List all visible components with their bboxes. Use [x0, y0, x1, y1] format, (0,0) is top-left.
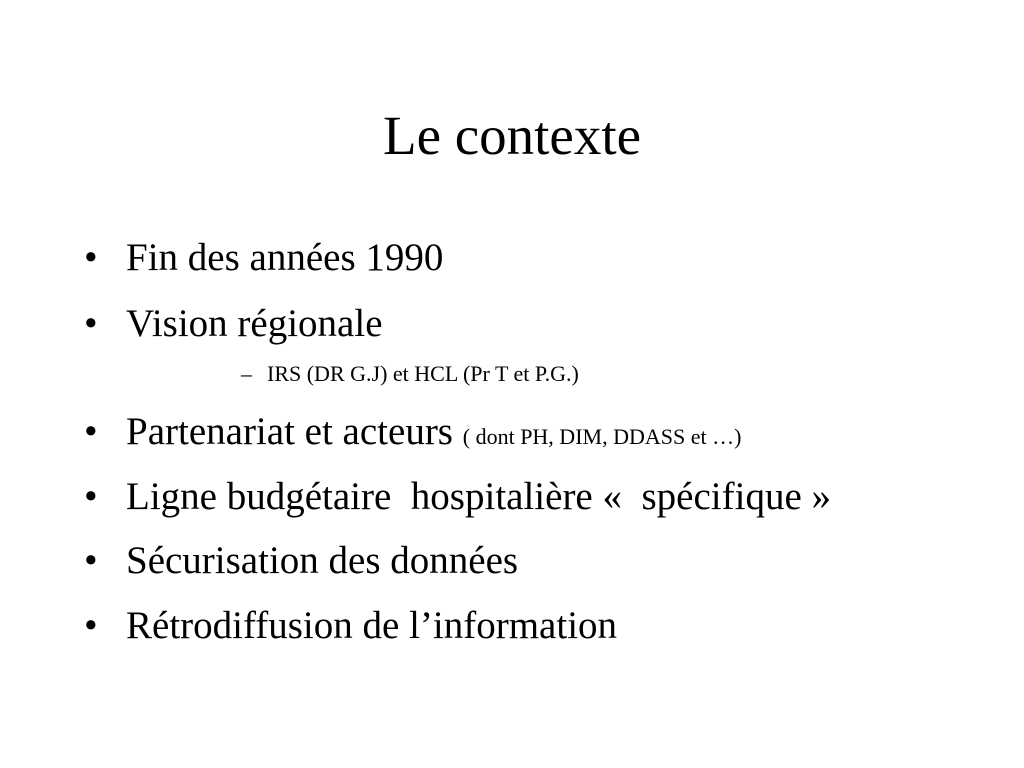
bullet-text: Partenariat et acteurs: [126, 410, 463, 453]
bullet-item: [84, 302, 383, 346]
bullet-marker: •: [84, 302, 98, 345]
bullet-marker: •: [84, 410, 98, 453]
bullet-text: Rétrodiffusion de l’information: [126, 604, 618, 647]
bullet-marker: •: [84, 236, 98, 279]
bullet-marker: •: [84, 604, 98, 647]
slide-title: Le contexte: [382, 105, 642, 166]
sub-bullet-marker: –: [241, 361, 252, 386]
bullet-item: [84, 475, 831, 519]
bullet-marker: •: [84, 539, 98, 582]
bullet-text: Sécurisation des données: [126, 539, 519, 582]
bullet-note: ( dont PH, DIM, DDASS et …): [462, 424, 742, 449]
bullet-text: Ligne budgétaire hospitalière « spécifique »: [126, 475, 832, 518]
bullet-item: [84, 410, 741, 459]
bullet-text: Vision régionale: [126, 302, 383, 345]
bullet-marker: •: [84, 475, 98, 518]
bullet-item: [84, 236, 443, 280]
bullet-item: [84, 539, 518, 583]
bullet-text: Fin des années 1990: [126, 236, 444, 279]
sub-bullet-text: IRS (DR G.J) et HCL (Pr T et P.G.): [267, 361, 579, 386]
bullet-item: [84, 604, 617, 648]
sub-bullet-item: [241, 360, 579, 388]
